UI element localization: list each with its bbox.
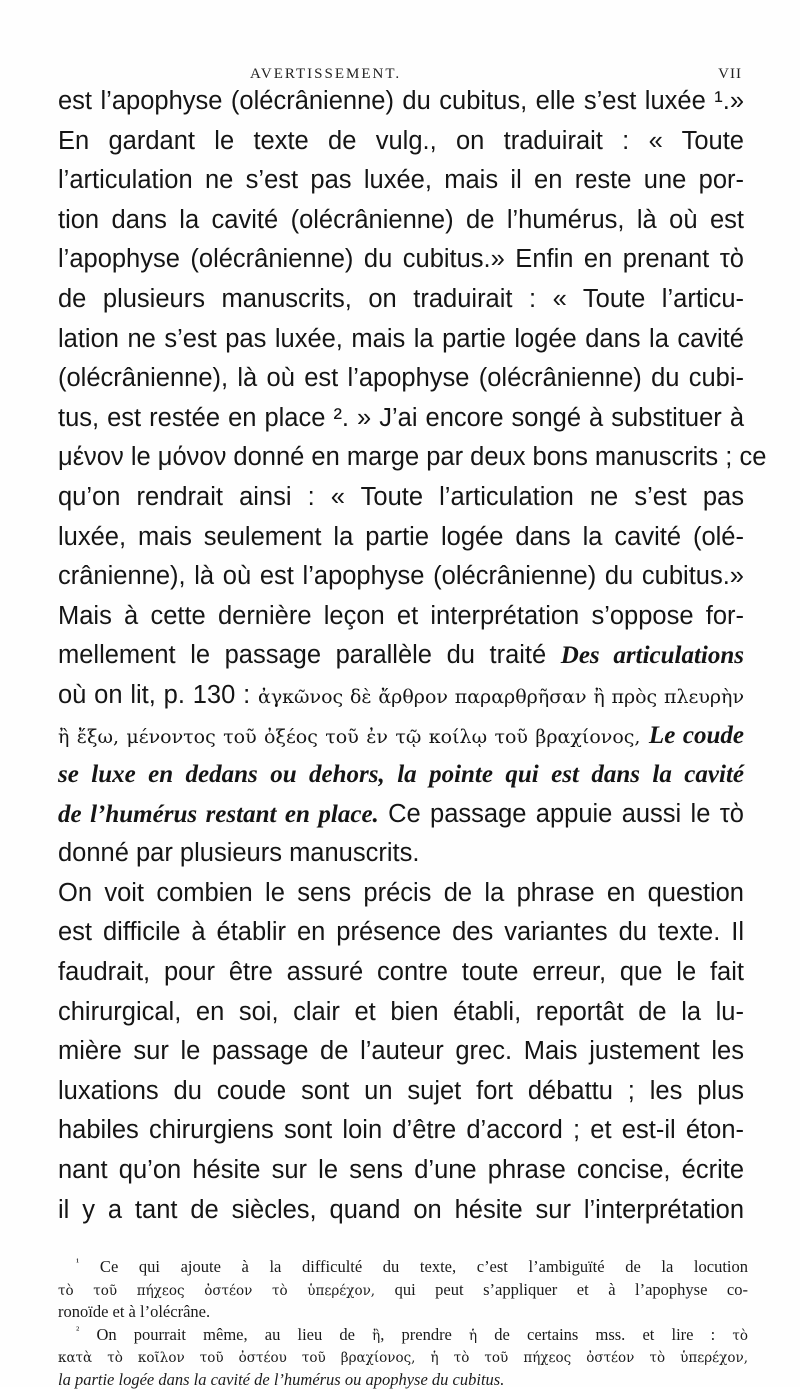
text-line-with-greek: [58, 716, 744, 756]
text-line: lation ne s’est pas luxée, mais la partie logée dans la cavité: [58, 320, 744, 360]
footnote-marker: ²: [76, 1324, 79, 1336]
text-line: est difficile à établir en présence des variantes du texte. Il: [58, 913, 744, 953]
text-line: l’apophyse (olécrânienne) du cubitus.» Enfin en prenant τὸ: [58, 240, 744, 280]
footnote-marker: ¹: [76, 1257, 79, 1269]
text-line: mière sur le passage de l’auteur grec. Mais justement les: [58, 1032, 744, 1072]
footnote-text: de certains mss. et lire :: [477, 1325, 732, 1344]
footnote-1: [58, 1256, 748, 1279]
footnote-greek: κατὰ τὸ κοῖλον τοῦ ὀστέου τοῦ βραχίονος, ἡ τὸ τοῦ πήχεος ὀστέον τὸ ὑπερέχον,: [58, 1350, 748, 1366]
text-line: μένον le μόνον donné en marge par deux bons manuscrits ; ce: [58, 438, 744, 478]
text-line: est l’apophyse (olécrânienne) du cubitus, elle s’est luxée ¹.»: [58, 82, 744, 122]
footnote-text: , prendre: [380, 1325, 469, 1344]
text-line: crânienne), là où est l’apophyse (olécrânienne) du cubitus.»: [58, 557, 744, 597]
treatise-title: Des articulations: [561, 642, 744, 669]
footnote-1-line: [58, 1279, 748, 1302]
text-line: donné par plusieurs manuscrits.: [58, 834, 744, 874]
text-line: Mais à cette dernière leçon et interprétation s’oppose for-: [58, 597, 744, 637]
text-line: l’articulation ne s’est pas luxée, mais il en reste une por-: [58, 161, 744, 201]
italic-translation-line: [58, 755, 744, 795]
footnote-greek: τὸ τοῦ πήχεος ὀστέον τὸ ὑπερέχον,: [58, 1283, 375, 1299]
footnote-greek: τὸ: [732, 1328, 748, 1344]
text-line: luxations du coude sont un sujet fort débattu ; les plus: [58, 1072, 744, 1112]
footnote-text: Ce qui ajoute à la difficulté du texte, c’est l’ambiguïté de la locution: [79, 1257, 748, 1276]
footnote-italic: la partie logée dans la cavité de l’humérus ou apophyse du cubitus.: [58, 1370, 504, 1389]
italic-translation: se luxe en dedans ou dehors, la pointe qui est dans la cavité: [58, 761, 744, 788]
footnote-greek: ἢ: [372, 1328, 380, 1344]
text-line-with-title: [58, 636, 744, 676]
italic-translation: de l’humérus restant en place.: [58, 801, 379, 828]
text-line: qu’on rendrait ainsi : « Toute l’articulation ne s’est pas: [58, 478, 744, 518]
text-line-with-greek: [58, 676, 744, 716]
greek-quote-continued: ἢ ἔξω, μένοντος τοῦ ὀξέος τοῦ ἐν τῷ κοίλῳ τοῦ βραχίονος,: [58, 726, 640, 748]
footnote-2-line: [58, 1346, 748, 1369]
text-line: nant qu’on hésite sur le sens d’une phrase concise, écrite: [58, 1151, 744, 1191]
text-segment: Ce passage appuie aussi le τὸ: [379, 800, 744, 828]
page-number: VII: [718, 66, 742, 83]
footnote-greek: ἡ: [469, 1328, 477, 1344]
footnotes: [58, 1256, 748, 1391]
text-line: faudrait, pour être assuré contre toute erreur, que le fait: [58, 953, 744, 993]
text-line: On voit combien le sens précis de la phrase en question: [58, 874, 744, 914]
footnote-text: qui peut s’appliquer et à l’apophyse co-: [375, 1280, 748, 1299]
footnote-2-line: [58, 1369, 748, 1391]
text-line: tion dans la cavité (olécrânienne) de l’humérus, là où est: [58, 201, 744, 241]
footnote-text: On pourrait même, au lieu de: [79, 1325, 372, 1344]
text-line: (olécrânienne), là où est l’apophyse (olécrânienne) du cubi-: [58, 359, 744, 399]
text-line: chirurgical, en soi, clair et bien établi, reportât de la lu-: [58, 993, 744, 1033]
footnote-2: [58, 1324, 748, 1347]
running-head: AVERTISSEMENT.: [250, 66, 401, 83]
text-segment: mellement le passage parallèle du traité: [58, 641, 546, 669]
text-line: En gardant le texte de vulg., on traduirait : « Toute: [58, 122, 744, 162]
greek-quote: ἀγκῶνος δὲ ἄρθρον παραρθρῆσαν ἢ πρὸς πλευρὴν: [258, 686, 744, 708]
text-segment: où on lit, p. 130 :: [58, 681, 258, 709]
italic-translation: Le coude: [649, 722, 744, 749]
text-line: tus, est restée en place ². » J’ai encore songé à substituer à: [58, 399, 744, 439]
text-line: de plusieurs manuscrits, on traduirait : « Toute l’articu-: [58, 280, 744, 320]
text-line: il y a tant de siècles, quand on hésite sur l’interprétation: [58, 1191, 744, 1231]
text-line: habiles chirurgiens sont loin d’être d’accord ; et est-il éton-: [58, 1111, 744, 1151]
text-line: luxée, mais seulement la partie logée dans la cavité (olé-: [58, 518, 744, 558]
footnote-1-line: ronoïde et à l’olécrâne.: [58, 1301, 748, 1324]
text-line-with-italic: [58, 795, 744, 835]
body-text: [58, 82, 744, 1230]
